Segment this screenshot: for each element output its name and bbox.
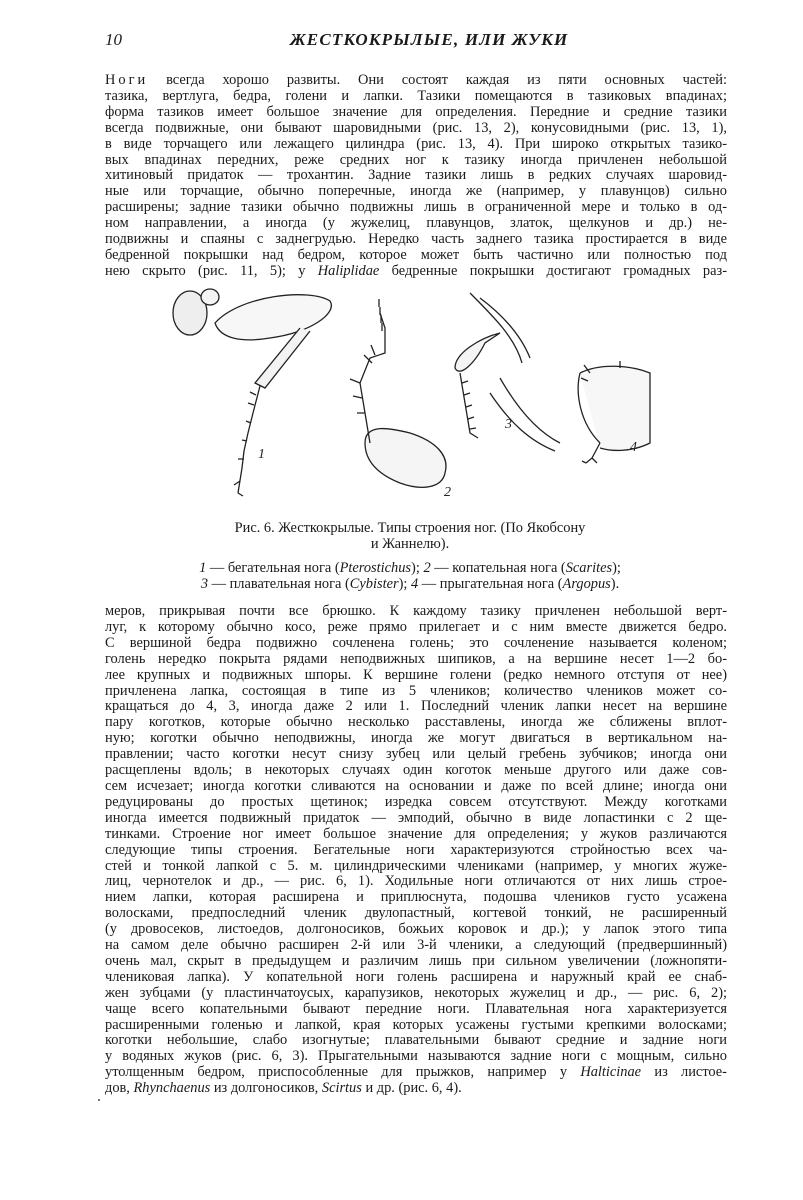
text-line: С вершиной бедра подвижно сочленена голень; это сочленение называется коленом; [105, 634, 727, 651]
text-line: редуцированы до простых щетинок; изредка совсем отсутствуют. Между коготками [105, 793, 727, 810]
text-line: утолщенным бедром, приспособленные для прыжков, например у Halticinae из листое- [105, 1064, 727, 1081]
text-line: причленена лапка, состоящая в типе из 5 члеников; количество члеников может со- [105, 682, 727, 699]
figure-label-1: 1 [258, 447, 265, 462]
figure-label-2: 2 [444, 485, 451, 500]
text-line: правлении; часто коготки несут снизу зубец или целый гребень зубчиков; иногда они [105, 746, 727, 763]
text-line: на самом деле обычно расширен 2-й или 3-й членики, а следующий (предвершинный) [105, 937, 727, 954]
text-line: Ноги всегда хорошо развиты. Они состоят каждая из пяти основных частей: [105, 72, 727, 88]
running-leg-drawing [173, 289, 331, 496]
text-line: волосками, предпоследний членик двулопастный, когтевой тонкий, не расширенный [105, 905, 727, 922]
figure-label-3: 3 [505, 417, 512, 432]
text-line: расширены; задние тазики обычно подвижны лишь в ограниченной мере и только в од- [105, 199, 727, 216]
text-line: ном направлении, а иногда (у жужелиц, плавунцов, златок, щелкунов и др.) не- [105, 215, 727, 232]
text-line: всегда подвижные, они бывают шаровидными (рис. 13, 2), конусовидными (рис. 13, 1), [105, 119, 727, 136]
text-line: очень мал, скрыт в предыдущем и различим лишь при сильном увеличении (ложнопяти- [105, 952, 727, 969]
page-number: 10 [105, 30, 122, 49]
paragraph-leg-structure [105, 604, 727, 1097]
text-line: дов, Rhynchaenus из долгоносиков, Scirtus и др. (рис. 6, 4). [105, 1080, 462, 1097]
text-line: кращаться до 4, 3, иногда даже 2 или 1. Последний членик лапки несет на вершине [105, 698, 727, 715]
text-line: пару коготков, которые обычно несколько расставлены, иногда же сближены вплот- [105, 714, 727, 731]
figure-caption-legend [150, 560, 670, 592]
caption-line: 3 — плавательная нога (Cybister); 4 — прыгательная нога (Argopus). [200, 576, 620, 592]
figure-label-4: 4 [630, 440, 637, 455]
text-line: жен зубцами (у пластинчатоусых, карапузиков, некоторых жужелиц и др., — рис. 6, 2); [105, 984, 727, 1001]
caption-line: 1 — бегательная нога (Pterostichus); 2 — копательная нога (Scarites); [199, 560, 621, 576]
text-line: сем исчезает; иногда коготки сливаются на основании и даже по всей длине; иногда они [105, 777, 727, 794]
text-line: бедренной покрышки над бедром, которое может быть частично или полностью под [105, 246, 727, 263]
text-line: хитиновый придаток — трохантин. Задние тазики лишь в редких случаях шаровид- [105, 167, 727, 184]
page-header [105, 30, 725, 52]
text-line: подвижны и спаяны с заднегрудью. Нередко часть заднего тазика простирается в виде [105, 231, 727, 248]
text-line: нием лапки, которая расширена и приплюснута, подошва члеников густо усажена [105, 889, 727, 906]
text-line: меров, прикрывая почти все брюшко. К каждому тазику причленен небольшой верт- [105, 603, 727, 619]
text-line: (у дровосеков, листоедов, долгоносиков, божьих коровок и др.); у лапок этого типа [105, 921, 727, 938]
taxon-name: Rhynchaenus [133, 1080, 211, 1097]
text-line: форма тазиков имеет большое значение для определения. Передние и средние тазики [105, 103, 727, 120]
figure-caption-title: Рис. 6. Жесткокрылые. Типы строения ног. (По Якобсону и Жаннелю). [234, 520, 586, 552]
text-line: следующие типы строения. Бегательные ноги характеризуются стройностью всех ча- [105, 841, 727, 858]
text-line: члениковая лапка). У копательной ноги голень расширена и наружный край ее снаб- [105, 968, 727, 985]
text-line: луг, к которому обычно косо, реже прямо прилегает и с ним вместе движется бедро. [105, 618, 727, 635]
text-line: стей и тонкой лапкой с 5. м. цилиндрическими члениками (например, у многих жуже- [105, 857, 727, 874]
text-line: вых впадинах передних, реже средних ног к тазику иногда причленен небольшой [105, 151, 727, 168]
taxon-name: Haliplidae [317, 262, 380, 279]
lead-word: Ноги [105, 72, 149, 88]
text-line: расщеплены вдоль; в некоторых случаях один коготок меньше другого или даже сов- [105, 762, 727, 779]
running-title: ЖЕСТКОКРЫЛЫЕ, ИЛИ ЖУКИ [290, 30, 569, 49]
text-line: нею скрыто (рис. 11, 5); у Haliplidae бедренные покрышки достигают громадных раз- [105, 262, 727, 279]
taxon-name: Scirtus [321, 1080, 362, 1097]
text-line: расширенными голенью и лапкой, края которых усажены густыми крепкими волосками; [105, 1016, 727, 1033]
digging-leg-drawing [350, 299, 446, 487]
text-line: ные или торчащие, обычно поперечные, иногда же (например, у плавунцов) сильно [105, 183, 727, 200]
text-line: лее крупных и подвижных шпоры. К вершине голени (редко немного отступя от нее) [105, 666, 727, 683]
text-line: лиц, чернотелок и др., — рис. 6, 1). Ходильные ноги отличаются от них лишь строе- [105, 873, 727, 890]
figure-leg-types [160, 283, 660, 508]
taxon-name: Halticinae [580, 1064, 642, 1081]
text-line: у водяных жуков (рис. 6, 3). Прыгательными называются задние ноги с мощным, сильно [105, 1048, 727, 1065]
paragraph-legs-intro [105, 73, 727, 280]
leg-drawings [160, 283, 660, 508]
text-line: тинками. Строение ног имеет большое значение для определения; у жуков различаются [105, 825, 727, 842]
text-line: ную; коготки обычно неподвижны, иногда же могут двигаться в вертикальном на- [105, 730, 727, 747]
text-line: иногда имеется подвижный придаток — эмподий, обычно в виде лопастинки с 2 ще- [105, 809, 727, 826]
text-line: тазика, вертлуга, бедра, голени и лапки. Тазики помещаются в тазиковых впадинах; [105, 87, 727, 104]
jumping-leg-drawing [578, 361, 650, 463]
text-line: голень нередко покрыта рядами неподвижных шипиков, а на вершине несет 1—2 бо- [105, 650, 727, 667]
page-speck [98, 1099, 100, 1101]
text-line: чаще всего копательными бывают передние ноги. Плавательная нога характеризуется [105, 1000, 727, 1017]
text-line: коготки небольшие, слабо изогнутые; плавательными бывают средние и задние ноги [105, 1032, 727, 1049]
text-line: в виде торчащего или лежащего цилиндра (рис. 13, 4). При широко открытых тазико- [105, 135, 727, 152]
